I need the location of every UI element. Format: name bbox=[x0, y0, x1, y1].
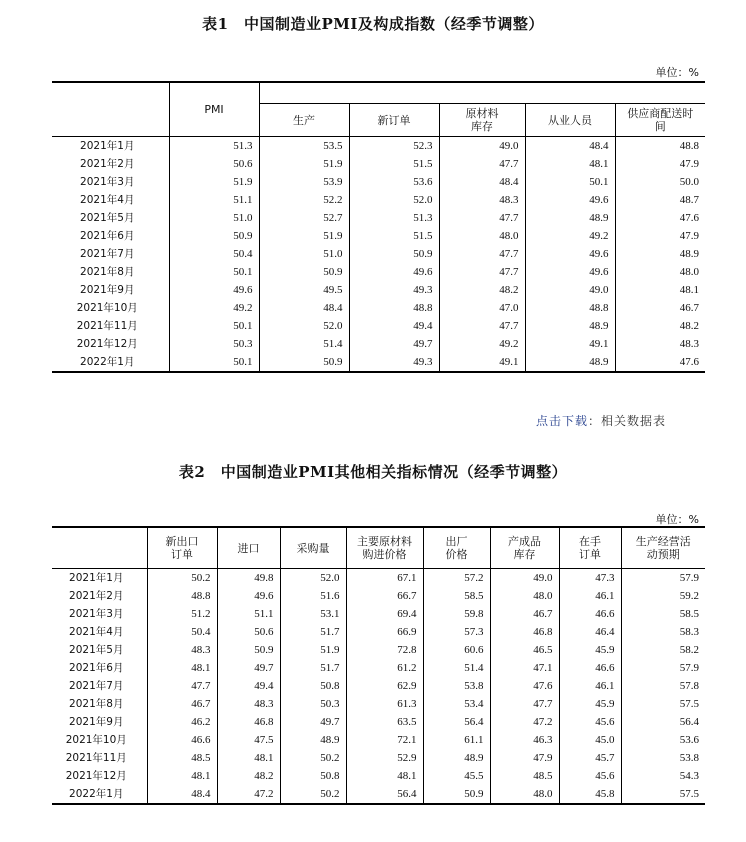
table1-value-cell: 47.7 bbox=[439, 245, 525, 263]
table2-row bbox=[52, 677, 705, 695]
table2-value-cell: 47.9 bbox=[490, 749, 559, 767]
table2-value-cell: 45.5 bbox=[423, 767, 490, 785]
table1-value-cell: 49.5 bbox=[259, 281, 349, 299]
table2-value-cell: 45.9 bbox=[559, 695, 621, 713]
table2-value-cell: 48.9 bbox=[423, 749, 490, 767]
table1-month-label: 2021年2月 bbox=[80, 158, 135, 170]
table1-value-cell: 51.3 bbox=[349, 209, 439, 227]
table1 bbox=[52, 81, 705, 373]
table2-value-cell: 45.6 bbox=[559, 767, 621, 785]
table1-month-label: 2021年1月 bbox=[80, 140, 135, 152]
table2-row bbox=[52, 749, 705, 767]
table2-value-cell: 53.1 bbox=[280, 605, 346, 623]
table2-value-cell: 56.4 bbox=[423, 713, 490, 731]
table2-value-cell: 46.7 bbox=[147, 695, 217, 713]
table1-month-label: 2021年6月 bbox=[80, 230, 135, 242]
table1-header-supplier-delivery: 供应商配送时 间 bbox=[615, 104, 705, 137]
table2-value-cell: 54.3 bbox=[621, 767, 705, 785]
table1-value-cell: 48.7 bbox=[615, 191, 705, 209]
table2-row bbox=[52, 695, 705, 713]
table1-value-cell: 50.9 bbox=[169, 227, 259, 245]
table1-header-raw-material-inventory: 原材料 库存 bbox=[439, 104, 525, 137]
table1-value-cell: 49.1 bbox=[439, 353, 525, 372]
table1-value-cell: 49.6 bbox=[169, 281, 259, 299]
table2-value-cell: 48.8 bbox=[147, 587, 217, 605]
table2-value-cell: 51.4 bbox=[423, 659, 490, 677]
table1-title: 表1 中国制造业PMI及构成指数（经季节调整） bbox=[202, 15, 544, 33]
table1-value-cell: 47.6 bbox=[615, 353, 705, 372]
table1-row bbox=[52, 245, 705, 263]
table2-row bbox=[52, 731, 705, 749]
table1-row bbox=[52, 137, 705, 156]
table1-value-cell: 48.3 bbox=[615, 335, 705, 353]
table1-value-cell: 49.2 bbox=[525, 227, 615, 245]
table2-month-label: 2022年1月 bbox=[69, 788, 124, 800]
table2-header-business-expectation: 生产经营活 动预期 bbox=[621, 527, 705, 569]
table1-value-cell: 50.1 bbox=[169, 317, 259, 335]
table2-month-label: 2021年1月 bbox=[69, 572, 124, 584]
table1-header-spacer bbox=[259, 82, 705, 104]
table2-header-finished-goods-inventory: 产成品 库存 bbox=[490, 527, 559, 569]
table2-value-cell: 46.6 bbox=[559, 659, 621, 677]
table2-row bbox=[52, 623, 705, 641]
table2-value-cell: 57.3 bbox=[423, 623, 490, 641]
table2-value-cell: 51.9 bbox=[280, 641, 346, 659]
table2-value-cell: 49.8 bbox=[217, 569, 280, 588]
table2-title: 表2 中国制造业PMI其他相关指标情况（经季节调整） bbox=[178, 463, 568, 481]
table1-value-cell: 48.2 bbox=[439, 281, 525, 299]
table2-value-cell: 57.5 bbox=[621, 695, 705, 713]
table2-value-cell: 51.7 bbox=[280, 623, 346, 641]
table1-value-cell: 53.6 bbox=[349, 173, 439, 191]
table2-value-cell: 46.1 bbox=[559, 677, 621, 695]
table2-value-cell: 58.3 bbox=[621, 623, 705, 641]
table2-value-cell: 47.7 bbox=[147, 677, 217, 695]
table1-value-cell: 48.4 bbox=[439, 173, 525, 191]
table2-value-cell: 57.5 bbox=[621, 785, 705, 804]
table2-value-cell: 52.9 bbox=[346, 749, 423, 767]
table1-value-cell: 49.3 bbox=[349, 281, 439, 299]
table1-value-cell: 47.9 bbox=[615, 227, 705, 245]
table2-unit: 单位：% bbox=[655, 513, 699, 526]
table2-value-cell: 56.4 bbox=[346, 785, 423, 804]
table2-value-cell: 53.8 bbox=[423, 677, 490, 695]
table2-header-new-export-orders: 新出口 订单 bbox=[147, 527, 217, 569]
table2-value-cell: 50.9 bbox=[217, 641, 280, 659]
table1-row bbox=[52, 299, 705, 317]
table2-value-cell: 50.2 bbox=[280, 785, 346, 804]
table1-value-cell: 53.9 bbox=[259, 173, 349, 191]
table2-month-label: 2021年4月 bbox=[69, 626, 124, 638]
table1-value-cell: 48.8 bbox=[525, 299, 615, 317]
table2-corner bbox=[52, 527, 147, 569]
table1-row bbox=[52, 353, 705, 372]
table2-row bbox=[52, 569, 705, 588]
table2-value-cell: 49.0 bbox=[490, 569, 559, 588]
table1-value-cell: 48.9 bbox=[525, 209, 615, 227]
table1-row bbox=[52, 281, 705, 299]
table2-value-cell: 66.9 bbox=[346, 623, 423, 641]
table2-value-cell: 51.7 bbox=[280, 659, 346, 677]
table2-value-cell: 47.5 bbox=[217, 731, 280, 749]
table2-value-cell: 46.5 bbox=[490, 641, 559, 659]
table2-value-cell: 48.0 bbox=[490, 785, 559, 804]
table1-value-cell: 48.3 bbox=[439, 191, 525, 209]
table2-value-cell: 56.4 bbox=[621, 713, 705, 731]
table2-value-cell: 72.1 bbox=[346, 731, 423, 749]
table2-value-cell: 53.8 bbox=[621, 749, 705, 767]
table2-month-label: 2021年6月 bbox=[69, 662, 124, 674]
table2-value-cell: 46.2 bbox=[147, 713, 217, 731]
table2-header-input-prices: 主要原材料 购进价格 bbox=[346, 527, 423, 569]
table1-value-cell: 51.3 bbox=[169, 137, 259, 156]
table2-row bbox=[52, 659, 705, 677]
table1-header-pmi: PMI bbox=[169, 82, 259, 137]
table2-value-cell: 46.1 bbox=[559, 587, 621, 605]
table1-value-cell: 49.2 bbox=[439, 335, 525, 353]
table2-month-label: 2021年3月 bbox=[69, 608, 124, 620]
table1-row bbox=[52, 263, 705, 281]
table2-value-cell: 49.6 bbox=[217, 587, 280, 605]
table2-value-cell: 45.0 bbox=[559, 731, 621, 749]
table1-row bbox=[52, 227, 705, 245]
table2-value-cell: 48.5 bbox=[490, 767, 559, 785]
table1-row bbox=[52, 209, 705, 227]
table2-value-cell: 49.4 bbox=[217, 677, 280, 695]
table1-value-cell: 52.0 bbox=[349, 191, 439, 209]
table1-value-cell: 47.0 bbox=[439, 299, 525, 317]
table2-value-cell: 48.3 bbox=[147, 641, 217, 659]
table1-value-cell: 48.9 bbox=[525, 317, 615, 335]
table2-value-cell: 46.8 bbox=[217, 713, 280, 731]
table1-value-cell: 50.1 bbox=[169, 353, 259, 372]
table2-header-backlog-orders: 在手 订单 bbox=[559, 527, 621, 569]
table1-value-cell: 49.6 bbox=[349, 263, 439, 281]
table1-value-cell: 48.4 bbox=[259, 299, 349, 317]
table2-header-output-prices: 出厂 价格 bbox=[423, 527, 490, 569]
table2-header-purchases: 采购量 bbox=[280, 527, 346, 569]
table2-value-cell: 45.8 bbox=[559, 785, 621, 804]
table1-value-cell: 51.5 bbox=[349, 155, 439, 173]
table1-row bbox=[52, 155, 705, 173]
table1-row bbox=[52, 191, 705, 209]
table2-value-cell: 46.7 bbox=[490, 605, 559, 623]
table1-value-cell: 51.9 bbox=[259, 155, 349, 173]
table2-month-label: 2021年7月 bbox=[69, 680, 124, 692]
table1-value-cell: 47.7 bbox=[439, 209, 525, 227]
table2-value-cell: 47.7 bbox=[490, 695, 559, 713]
table1-value-cell: 52.0 bbox=[259, 317, 349, 335]
table1-value-cell: 51.1 bbox=[169, 191, 259, 209]
table1-value-cell: 48.2 bbox=[615, 317, 705, 335]
table2-value-cell: 46.4 bbox=[559, 623, 621, 641]
table2-value-cell: 49.7 bbox=[280, 713, 346, 731]
table2-value-cell: 57.9 bbox=[621, 569, 705, 588]
table2-value-cell: 48.3 bbox=[217, 695, 280, 713]
table2-value-cell: 61.3 bbox=[346, 695, 423, 713]
table1-value-cell: 49.6 bbox=[525, 191, 615, 209]
table2-value-cell: 47.2 bbox=[490, 713, 559, 731]
table1-value-cell: 51.0 bbox=[259, 245, 349, 263]
table1-value-cell: 53.5 bbox=[259, 137, 349, 156]
table2-value-cell: 50.8 bbox=[280, 767, 346, 785]
table1-value-cell: 49.0 bbox=[525, 281, 615, 299]
table2-value-cell: 46.8 bbox=[490, 623, 559, 641]
table2-month-label: 2021年11月 bbox=[65, 752, 127, 764]
table2-value-cell: 50.2 bbox=[280, 749, 346, 767]
table2-row bbox=[52, 767, 705, 785]
table2-value-cell: 51.6 bbox=[280, 587, 346, 605]
table2-value-cell: 51.2 bbox=[147, 605, 217, 623]
table1-value-cell: 47.7 bbox=[439, 317, 525, 335]
table2-value-cell: 67.1 bbox=[346, 569, 423, 588]
table1-month-label: 2021年9月 bbox=[80, 284, 135, 296]
table2-value-cell: 59.2 bbox=[621, 587, 705, 605]
table2-value-cell: 63.5 bbox=[346, 713, 423, 731]
table1-value-cell: 51.9 bbox=[259, 227, 349, 245]
table1-value-cell: 49.6 bbox=[525, 263, 615, 281]
table2-value-cell: 61.2 bbox=[346, 659, 423, 677]
table1-value-cell: 50.0 bbox=[615, 173, 705, 191]
table2-value-cell: 48.2 bbox=[217, 767, 280, 785]
table1-value-cell: 49.7 bbox=[349, 335, 439, 353]
download-link-area bbox=[536, 412, 666, 429]
table1-value-cell: 46.7 bbox=[615, 299, 705, 317]
table1-value-cell: 50.9 bbox=[259, 353, 349, 372]
table2-value-cell: 59.8 bbox=[423, 605, 490, 623]
table1-value-cell: 52.3 bbox=[349, 137, 439, 156]
table1-value-cell: 48.0 bbox=[615, 263, 705, 281]
table2-value-cell: 53.4 bbox=[423, 695, 490, 713]
table2-month-label: 2021年2月 bbox=[69, 590, 124, 602]
table1-header-new-orders: 新订单 bbox=[349, 104, 439, 137]
table2-value-cell: 48.1 bbox=[217, 749, 280, 767]
table1-month-label: 2021年12月 bbox=[76, 338, 138, 350]
table1-value-cell: 52.7 bbox=[259, 209, 349, 227]
table2-value-cell: 48.9 bbox=[280, 731, 346, 749]
table1-value-cell: 47.7 bbox=[439, 155, 525, 173]
table2-value-cell: 62.9 bbox=[346, 677, 423, 695]
table1-value-cell: 49.6 bbox=[525, 245, 615, 263]
table1-row bbox=[52, 317, 705, 335]
table1-header-production: 生产 bbox=[259, 104, 349, 137]
table1-month-label: 2021年5月 bbox=[80, 212, 135, 224]
table2-month-label: 2021年5月 bbox=[69, 644, 124, 656]
table1-value-cell: 51.5 bbox=[349, 227, 439, 245]
table2-value-cell: 53.6 bbox=[621, 731, 705, 749]
table2-value-cell: 46.6 bbox=[147, 731, 217, 749]
table2-value-cell: 48.5 bbox=[147, 749, 217, 767]
table1-value-cell: 49.0 bbox=[439, 137, 525, 156]
table1-unit: 单位：% bbox=[655, 66, 699, 79]
table2-month-label: 2021年10月 bbox=[65, 734, 127, 746]
table2-value-cell: 57.9 bbox=[621, 659, 705, 677]
table1-month-label: 2022年1月 bbox=[80, 356, 135, 368]
table2-row bbox=[52, 785, 705, 804]
table1-value-cell: 48.9 bbox=[525, 353, 615, 372]
table2-value-cell: 69.4 bbox=[346, 605, 423, 623]
table1-value-cell: 52.2 bbox=[259, 191, 349, 209]
table2-value-cell: 48.1 bbox=[147, 767, 217, 785]
table2-value-cell: 48.0 bbox=[490, 587, 559, 605]
table1-month-label: 2021年3月 bbox=[80, 176, 135, 188]
table2-value-cell: 60.6 bbox=[423, 641, 490, 659]
table2-row bbox=[52, 605, 705, 623]
table2-value-cell: 50.6 bbox=[217, 623, 280, 641]
table2-value-cell: 50.8 bbox=[280, 677, 346, 695]
table2-value-cell: 57.2 bbox=[423, 569, 490, 588]
table2-value-cell: 47.2 bbox=[217, 785, 280, 804]
download-link[interactable]: 点击下载 bbox=[535, 414, 588, 428]
table1-month-label: 2021年10月 bbox=[76, 302, 138, 314]
table1-row bbox=[52, 335, 705, 353]
table2 bbox=[52, 526, 705, 805]
table1-value-cell: 50.1 bbox=[525, 173, 615, 191]
table2-value-cell: 57.8 bbox=[621, 677, 705, 695]
table2-value-cell: 49.7 bbox=[217, 659, 280, 677]
table2-value-cell: 50.4 bbox=[147, 623, 217, 641]
table1-value-cell: 50.9 bbox=[349, 245, 439, 263]
table2-value-cell: 47.6 bbox=[490, 677, 559, 695]
table2-value-cell: 45.7 bbox=[559, 749, 621, 767]
table2-month-label: 2021年8月 bbox=[69, 698, 124, 710]
table2-row bbox=[52, 641, 705, 659]
table1-value-cell: 50.1 bbox=[169, 263, 259, 281]
table1-value-cell: 49.1 bbox=[525, 335, 615, 353]
table1-value-cell: 47.9 bbox=[615, 155, 705, 173]
table2-value-cell: 51.1 bbox=[217, 605, 280, 623]
table1-value-cell: 51.0 bbox=[169, 209, 259, 227]
table2-row bbox=[52, 713, 705, 731]
table1-value-cell: 51.9 bbox=[169, 173, 259, 191]
table1-value-cell: 49.4 bbox=[349, 317, 439, 335]
table1-header-employment: 从业人员 bbox=[525, 104, 615, 137]
table2-value-cell: 46.6 bbox=[559, 605, 621, 623]
table2-value-cell: 66.7 bbox=[346, 587, 423, 605]
table2-value-cell: 45.9 bbox=[559, 641, 621, 659]
table2-value-cell: 72.8 bbox=[346, 641, 423, 659]
table1-value-cell: 48.8 bbox=[349, 299, 439, 317]
table1-value-cell: 48.4 bbox=[525, 137, 615, 156]
download-link-suffix: ：相关数据表 bbox=[587, 414, 666, 428]
table2-value-cell: 47.3 bbox=[559, 569, 621, 588]
table2-value-cell: 58.2 bbox=[621, 641, 705, 659]
table2-value-cell: 50.2 bbox=[147, 569, 217, 588]
table1-value-cell: 50.9 bbox=[259, 263, 349, 281]
table1-value-cell: 47.7 bbox=[439, 263, 525, 281]
table2-header-imports: 进口 bbox=[217, 527, 280, 569]
table1-month-label: 2021年11月 bbox=[76, 320, 138, 332]
table1-month-label: 2021年7月 bbox=[80, 248, 135, 260]
table2-value-cell: 46.3 bbox=[490, 731, 559, 749]
table1-value-cell: 48.0 bbox=[439, 227, 525, 245]
table1-value-cell: 48.9 bbox=[615, 245, 705, 263]
table2-value-cell: 61.1 bbox=[423, 731, 490, 749]
table1-value-cell: 47.6 bbox=[615, 209, 705, 227]
table2-value-cell: 58.5 bbox=[621, 605, 705, 623]
table1-value-cell: 50.3 bbox=[169, 335, 259, 353]
table2-value-cell: 50.3 bbox=[280, 695, 346, 713]
table2-row bbox=[52, 587, 705, 605]
table2-value-cell: 45.6 bbox=[559, 713, 621, 731]
table1-month-label: 2021年4月 bbox=[80, 194, 135, 206]
table2-month-label: 2021年12月 bbox=[65, 770, 127, 782]
table1-value-cell: 49.3 bbox=[349, 353, 439, 372]
table1-row bbox=[52, 173, 705, 191]
table2-value-cell: 58.5 bbox=[423, 587, 490, 605]
table2-month-label: 2021年9月 bbox=[69, 716, 124, 728]
table1-corner bbox=[52, 82, 169, 137]
table1-value-cell: 49.2 bbox=[169, 299, 259, 317]
table1-value-cell: 48.8 bbox=[615, 137, 705, 156]
table1-month-label: 2021年8月 bbox=[80, 266, 135, 278]
table1-value-cell: 48.1 bbox=[525, 155, 615, 173]
table1-value-cell: 50.6 bbox=[169, 155, 259, 173]
table2-value-cell: 48.4 bbox=[147, 785, 217, 804]
table2-value-cell: 47.1 bbox=[490, 659, 559, 677]
table1-value-cell: 48.1 bbox=[615, 281, 705, 299]
table1-value-cell: 51.4 bbox=[259, 335, 349, 353]
table2-value-cell: 52.0 bbox=[280, 569, 346, 588]
table1-value-cell: 50.4 bbox=[169, 245, 259, 263]
table2-value-cell: 50.9 bbox=[423, 785, 490, 804]
table2-value-cell: 48.1 bbox=[147, 659, 217, 677]
table2-value-cell: 48.1 bbox=[346, 767, 423, 785]
